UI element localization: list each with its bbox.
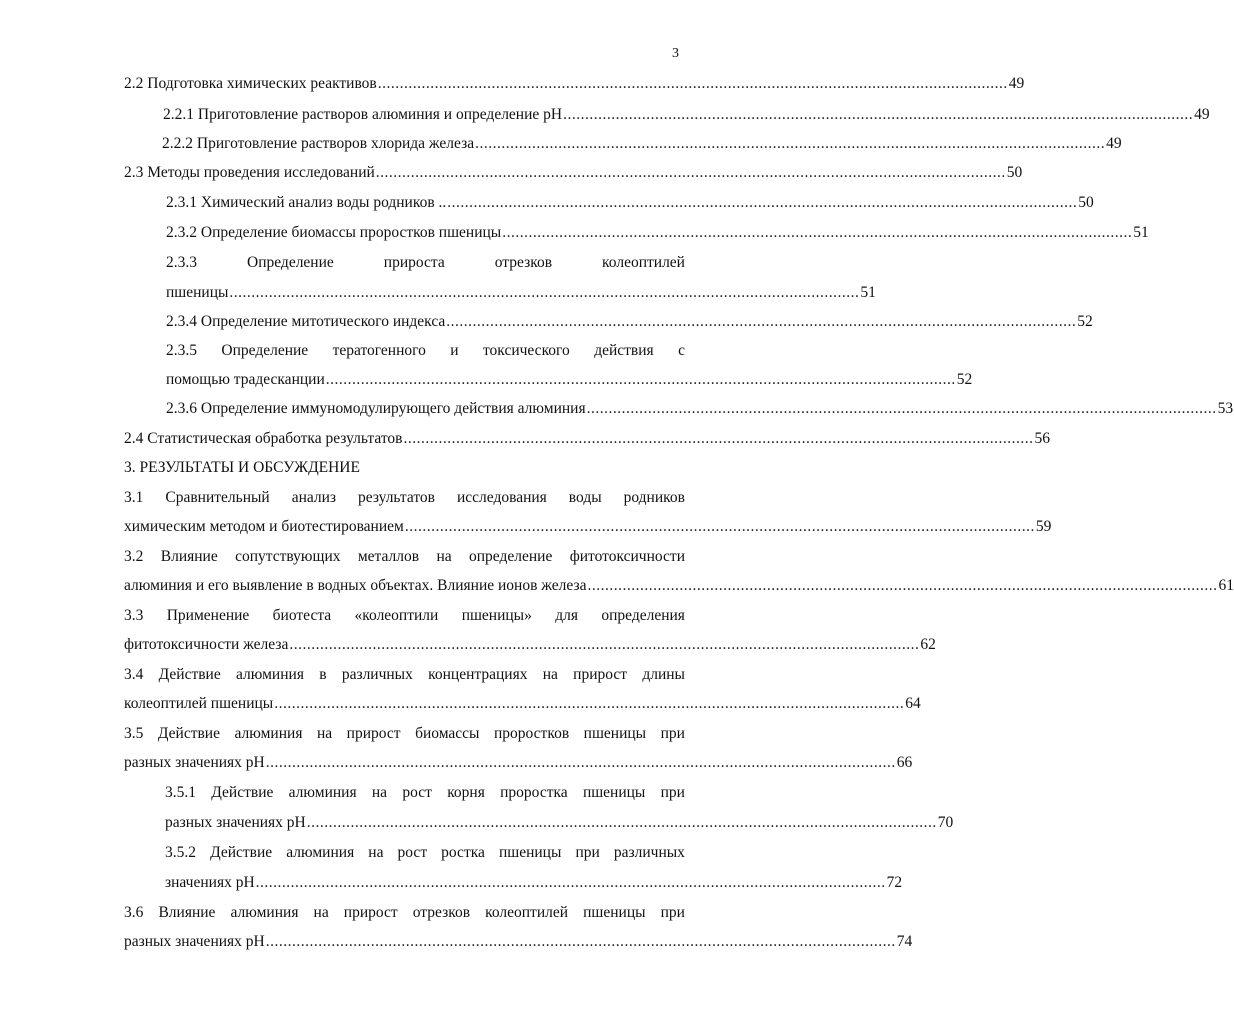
toc-entry-3-1-line2	[124, 517, 1052, 537]
toc-word: Определение	[247, 254, 334, 271]
toc-word: сопутствующих	[235, 548, 341, 565]
toc-word: рост	[402, 784, 432, 801]
toc-word: 2.3.3	[166, 254, 197, 271]
toc-entry-text: разных значениях рН	[124, 754, 265, 771]
toc-entry-2-3-3-line1	[166, 253, 685, 273]
toc-word: фитотоксичности	[569, 548, 685, 565]
toc-entry-3-5-line1	[124, 724, 685, 744]
toc-entry-text: разных значениях рН	[165, 814, 306, 831]
toc-word: воды	[568, 489, 602, 506]
toc-word: отрезков	[494, 254, 553, 271]
toc-entry-page: 64	[905, 695, 921, 712]
toc-entry-2-3-4	[166, 312, 1093, 332]
toc-word: Влияние	[160, 548, 218, 565]
toc-entry-3-5-line2	[124, 753, 913, 773]
toc-entry-page: 50	[1006, 164, 1023, 181]
toc-word: проростков	[494, 725, 570, 742]
toc-word: различных	[613, 844, 685, 861]
toc-word: алюминия	[286, 844, 355, 861]
toc-entry-text: 2.2.1 Приготовление растворов алюминия и определение рН	[163, 106, 563, 123]
toc-word: Сравнительный	[165, 489, 270, 506]
toc-word: 3.1	[124, 489, 144, 506]
toc-word: Действие	[211, 784, 274, 801]
toc-entry-page: 74	[896, 933, 913, 950]
toc-entry-page: 51	[1133, 224, 1149, 241]
toc-word: результатов	[358, 489, 435, 506]
toc-entry-page: 49	[1106, 135, 1122, 152]
toc-entry-text: разных значениях рН	[124, 933, 265, 950]
toc-word: при	[660, 784, 685, 801]
toc-word: Определение	[221, 342, 309, 359]
toc-entry-2-3-5-line1	[166, 341, 685, 361]
toc-word: проростка	[500, 784, 568, 801]
toc-word: пшеницы	[582, 784, 646, 801]
toc-word: 3.4	[124, 666, 144, 683]
toc-entry-page: 62	[920, 636, 936, 653]
toc-word: на	[371, 784, 388, 801]
toc-dot-leader: ................................................................................................................................................	[325, 371, 956, 388]
toc-entry-text: пшеницы	[166, 284, 229, 301]
toc-entry-2-3-6	[166, 399, 1234, 419]
toc-entry-text: 2.3.1 Химический анализ воды родников ..	[166, 194, 447, 211]
toc-entry-2-2-2	[162, 134, 1122, 154]
toc-entry-page: 49	[1008, 75, 1025, 92]
toc-dot-leader: ................................................................................................................................................	[447, 194, 1078, 211]
toc-word: алюминия	[234, 725, 303, 742]
toc-word: биотеста	[272, 607, 332, 624]
toc-word: на	[542, 666, 558, 683]
toc-word: Действие	[157, 725, 220, 742]
toc-entry-3-3-line2	[124, 635, 936, 655]
toc-entry-text: 2.4 Статистическая обработка результатов	[124, 430, 403, 447]
toc-word: токсического	[482, 342, 570, 359]
toc-entry-text: алюминия и его выявление в водных объектах. Влияние ионов железа	[124, 577, 587, 594]
toc-entry-3-4-line2	[124, 694, 921, 714]
toc-entry-page: 59	[1035, 518, 1052, 535]
toc-entry-2-3-1	[166, 193, 1094, 213]
toc-word: колеоптилей	[485, 904, 569, 921]
toc-dot-leader: ................................................................................................................................................	[404, 518, 1035, 535]
toc-word: на	[436, 548, 452, 565]
toc-dot-leader: ................................................................................................................................................	[255, 874, 886, 891]
toc-word: в	[319, 666, 327, 683]
toc-entry-text: 2.2 Подготовка химических реактивов	[124, 75, 377, 92]
toc-word: Действие	[158, 666, 221, 683]
toc-entry-2-3-3-line2	[166, 283, 876, 303]
toc-word: «колеоптили	[354, 607, 439, 624]
toc-word: алюминия	[230, 904, 299, 921]
toc-entry-3-5-2-line1	[165, 843, 685, 863]
toc-entry-2-3	[124, 163, 1023, 183]
toc-entry-page: 52	[1077, 313, 1093, 330]
toc-word: биомассы	[415, 725, 480, 742]
toc-dot-leader: ................................................................................................................................................	[265, 754, 896, 771]
toc-word: на	[313, 904, 329, 921]
toc-dot-leader: ................................................................................................................................................	[265, 933, 896, 950]
toc-dot-leader: ................................................................................................................................................	[475, 135, 1106, 152]
toc-word: пшеницы	[498, 844, 562, 861]
toc-word: с	[678, 342, 685, 359]
toc-dot-leader: ................................................................................................................................................	[446, 313, 1077, 330]
toc-word: 3.5.2	[165, 844, 196, 861]
toc-word: корня	[447, 784, 485, 801]
toc-entry-text: химическим методом и биотестированием	[124, 518, 404, 535]
toc-dot-leader: ................................................................................................................................................	[375, 164, 1006, 181]
toc-word: для	[555, 607, 578, 624]
toc-word: прироста	[383, 254, 445, 271]
toc-word: при	[575, 844, 600, 861]
toc-word: пшеницы	[583, 725, 647, 742]
toc-entry-text: помощью традесканции	[166, 371, 325, 388]
toc-entry-2-3-5-line2	[166, 370, 973, 390]
toc-word: 3.5	[124, 725, 144, 742]
toc-dot-leader: ................................................................................................................................................	[403, 430, 1034, 447]
toc-word: колеоптилей	[602, 254, 685, 271]
toc-entry-page: 49	[1194, 106, 1210, 123]
toc-dot-leader: ................................................................................................................................................	[289, 636, 920, 653]
toc-entry-text: 2.3.6 Определение иммуномодулирующего действия алюминия	[166, 400, 586, 417]
toc-word: различных	[341, 666, 413, 683]
toc-entry-text: 2.3.4 Определение митотического индекса	[166, 313, 446, 330]
toc-entry-3-5-1-line2	[165, 813, 954, 833]
toc-word: исследования	[456, 489, 547, 506]
toc-entry-3-2-line2	[124, 576, 1234, 596]
toc-word: алюминия	[288, 784, 357, 801]
toc-entry-3-2-line1	[124, 547, 685, 567]
toc-word: Применение	[166, 607, 250, 624]
toc-entry-2-2-1	[163, 105, 1210, 125]
toc-entry-3-3-line1	[124, 606, 685, 626]
toc-entry-page: 66	[896, 754, 913, 771]
toc-word: ростка	[441, 844, 485, 861]
toc-word: при	[660, 725, 685, 742]
toc-word: Действие	[210, 844, 273, 861]
toc-entry-page: 56	[1034, 430, 1050, 447]
toc-entry-page: 72	[886, 874, 903, 891]
toc-entry-3-1-line1	[124, 488, 685, 508]
toc-entry-3-6-line1	[124, 903, 685, 923]
toc-word: отрезков	[412, 904, 471, 921]
toc-word: Влияние	[158, 904, 216, 921]
toc-entry-page: 61	[1218, 577, 1234, 594]
toc-dot-leader: ................................................................................................................................................	[229, 284, 860, 301]
toc-entry-2-3-2	[166, 223, 1149, 243]
toc-word: длины	[642, 666, 685, 683]
toc-word: определение	[469, 548, 553, 565]
toc-word: прирост	[573, 666, 628, 683]
toc-word: родников	[623, 489, 685, 506]
toc-word: при	[660, 904, 685, 921]
toc-dot-leader: ................................................................................................................................................	[306, 814, 937, 831]
toc-chapter-heading: 3. РЕЗУЛЬТАТЫ И ОБСУЖДЕНИЕ	[124, 459, 360, 476]
toc-entry-page: 53	[1217, 400, 1234, 417]
toc-word: анализ	[291, 489, 337, 506]
toc-dot-leader: ................................................................................................................................................	[587, 577, 1218, 594]
toc-entry-page: 52	[956, 371, 973, 388]
toc-word: пшеницы»	[461, 607, 532, 624]
toc-word: алюминия	[236, 666, 304, 683]
toc-word: 3.2	[124, 548, 144, 565]
toc-word: 3.3	[124, 607, 144, 624]
toc-entry-2-2	[124, 74, 1025, 94]
toc-dot-leader: ................................................................................................................................................	[502, 224, 1133, 241]
page-number: 3	[672, 46, 679, 61]
toc-word: определения	[601, 607, 685, 624]
toc-entry-text: фитотоксичности железа	[124, 636, 289, 653]
toc-entry-text: 2.3 Методы проведения исследований	[124, 164, 375, 181]
toc-word: металлов	[357, 548, 420, 565]
toc-entry-page: 50	[1078, 194, 1094, 211]
toc-word: тератогенного	[332, 342, 426, 359]
toc-entry-3-4-line1	[124, 665, 685, 685]
toc-word: рост	[397, 844, 428, 861]
toc-entry-text: 2.2.2 Приготовление растворов хлорида железа	[162, 135, 475, 152]
toc-word: на	[368, 844, 384, 861]
toc-entry-text: колеоптилей пшеницы	[124, 695, 274, 712]
toc-entry-3-5-1-line1	[165, 783, 685, 803]
toc-word: 2.3.5	[166, 342, 197, 359]
toc-entry-3-5-2-line2	[165, 873, 903, 893]
toc-dot-leader: ................................................................................................................................................	[586, 400, 1217, 417]
toc-word: на	[316, 725, 333, 742]
toc-entry-3	[124, 458, 685, 478]
toc-entry-page: 70	[937, 814, 954, 831]
toc-word: 3.6	[124, 904, 144, 921]
toc-word: пшеницы	[583, 904, 646, 921]
toc-entry-2-4	[124, 429, 1050, 449]
toc-entry-page: 51	[860, 284, 876, 301]
toc-dot-leader: ................................................................................................................................................	[274, 695, 905, 712]
toc-word: прирост	[343, 904, 398, 921]
toc-word: и	[450, 342, 459, 359]
toc-word: концентрациях	[428, 666, 528, 683]
toc-dot-leader: ................................................................................................................................................	[563, 106, 1194, 123]
toc-dot-leader: ................................................................................................................................................	[377, 75, 1008, 92]
toc-word: 3.5.1	[165, 784, 196, 801]
toc-entry-text: значениях рН	[165, 874, 255, 891]
toc-word: действия	[594, 342, 654, 359]
toc-entry-3-6-line2	[124, 932, 913, 952]
toc-word: прирост	[346, 725, 401, 742]
toc-entry-text: 2.3.2 Определение биомассы проростков пшеницы	[166, 224, 502, 241]
